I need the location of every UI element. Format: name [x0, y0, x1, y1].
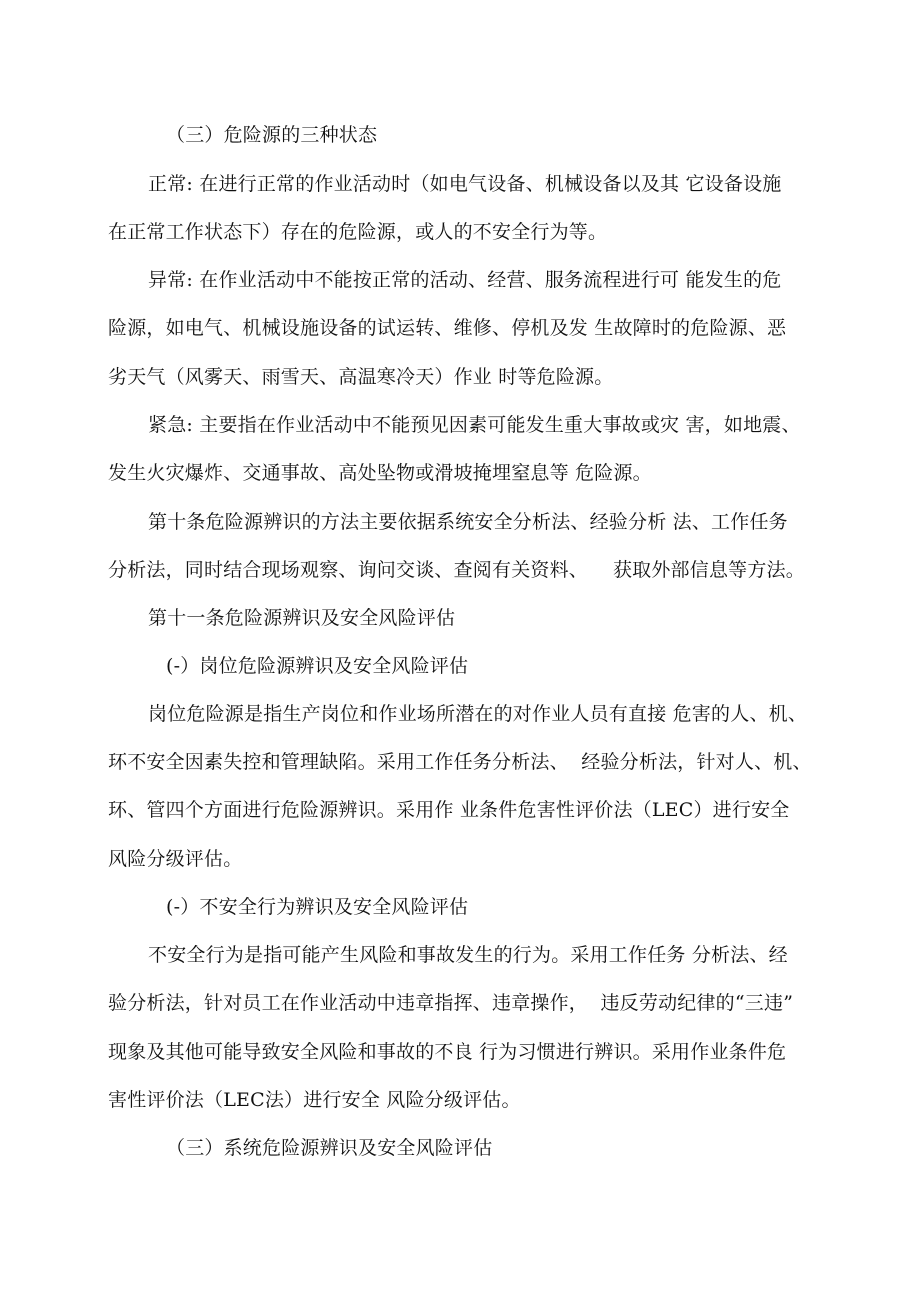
section-heading: （三）危险源的三种状态	[166, 124, 378, 146]
paragraph-line: 异常: 在作业活动中不能按正常的活动、经营、服务流程进行可 能发生的危	[148, 269, 782, 291]
paragraph-line: 风险分级评估。	[108, 848, 243, 870]
paragraph-line: 紧急: 主要指在作业活动中不能预见因素可能发生重大事故或灾 害，如地震、	[148, 414, 801, 436]
paragraph-line: 环、管四个方面进行危险源辨识。采用作 业条件危害性评价法（LEC）进行安全	[108, 799, 790, 821]
paragraph-line: 正常: 在进行正常的作业活动时（如电气设备、机械设备以及其 它设备设施	[148, 173, 782, 195]
paragraph-line: 发生火灾爆炸、交通事故、高处坠物或滑坡掩埋窒息等 危险源。	[108, 462, 652, 484]
paragraph-line: 险源，如电气、机械设施设备的试运转、维修、停机及发 生故障时的危险源、恶	[108, 317, 787, 339]
paragraph-line: 第十条危险源辨识的方法主要依据系统安全分析法、经验分析 法、工作任务	[148, 511, 788, 533]
paragraph-line: 环不安全因素失控和管理缺陷。采用工作任务分析法、 经验分析法，针对人、机、	[108, 751, 812, 773]
paragraph-line: 验分析法，针对员工在作业活动中违章指挥、违章操作， 违反劳动纪律的“三违”	[108, 992, 794, 1014]
section-heading: （三）系统危险源辨识及安全风险评估	[166, 1137, 493, 1159]
paragraph-line: 不安全行为是指可能产生风险和事故发生的行为。采用工作任务 分析法、经	[148, 944, 788, 966]
paragraph-line: 岗位危险源是指生产岗位和作业场所潜在的对作业人员有直接 危害的人、机、	[148, 703, 808, 725]
paragraph-line: 在正常工作状态下）存在的危险源，或人的不安全行为等。	[108, 221, 608, 243]
paragraph-line: 劣天气（风雾天、雨雪天、高温寒冷天）作业 时等危险源。	[108, 366, 614, 388]
section-heading: (-）不安全行为辨识及安全风险评估	[166, 896, 469, 918]
paragraph-line: 现象及其他可能导致安全风险和事故的不良 行为习惯进行辨识。采用作业条件危	[108, 1041, 787, 1063]
article-heading: 第十一条危险源辨识及安全风险评估	[148, 607, 456, 629]
paragraph-line: 害性评价法（LEC法）进行安全 风险分级评估。	[108, 1089, 521, 1111]
paragraph-line: 分析法，同时结合现场观察、询问交谈、查阅有关资料、 获取外部信息等方法。	[108, 559, 805, 581]
section-heading: (-）岗位危险源辨识及安全风险评估	[166, 655, 469, 677]
